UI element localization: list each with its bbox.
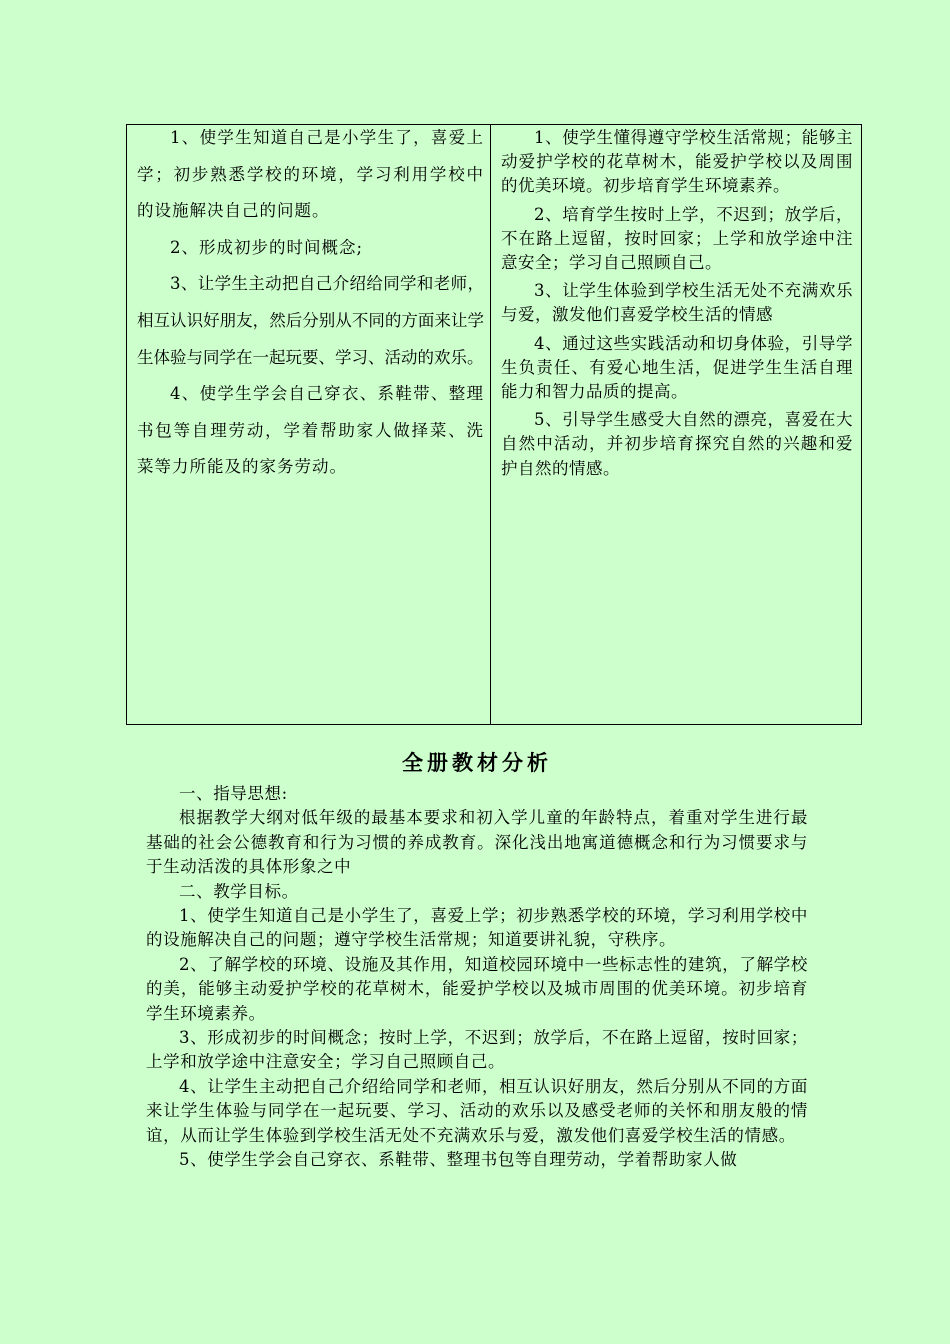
left-goal-3: 3、让学生主动把自己介绍给同学和老师，相互认识好朋友，然后分别从不同的方面来让学生体验与同学在一起玩要、学习、活动的欢乐。 xyxy=(137,274,484,367)
guiding-thought-paragraph: 根据教学大纲对低年级的最基本要求和初入学儿童的年龄特点，着重对学生进行最基础的社会公德教育和行为习惯的养成教育。深化浅出地寓道德概念和行为习惯要求与于生动活泼的具体形象之中 xyxy=(146,808,808,877)
table-left-column xyxy=(127,125,491,724)
left-goal-4: 4、使学生学会自己穿衣、系鞋带、整理书包等自理劳动，学着帮助家人做择菜、洗菜等力所能及的家务劳动。 xyxy=(137,384,484,477)
textbook-analysis-section xyxy=(146,748,808,1173)
right-goal-1: 1、使学生懂得遵守学校生活常规；能够主动爱护学校的花草树木，能爱护学校以及周围的优美环境。初步培育学生环境素养。 xyxy=(501,128,853,196)
teaching-goal-5: 5、使学生学会自己穿衣、系鞋带、整理书包等自理劳动，学着帮助家人做 xyxy=(179,1150,738,1170)
section-title: 全册教材分析 xyxy=(402,751,552,775)
goals-table xyxy=(126,124,862,725)
left-goal-2: 2、形成初步的时间概念; xyxy=(170,237,364,257)
heading-guiding-thought: 一、指导思想: xyxy=(179,784,288,803)
teaching-goal-4: 4、让学生主动把自己介绍给同学和老师，相互认识好朋友，然后分别从不同的方面来让学生体验与同学在一起玩要、学习、活动的欢乐以及感受老师的关怀和朋友般的情谊，从而让学生体验到学校生活无处不充满欢乐与爱，激发他们喜爱学校生活的情感。 xyxy=(146,1076,808,1145)
table-right-column xyxy=(491,125,861,724)
teaching-goal-2: 2、了解学校的环境、设施及其作用，知道校园环境中一些标志性的建筑，了解学校的美，能够主动爱护学校的花草树木，能爱护学校以及城市周围的优美环境。初步培育学生环境素养。 xyxy=(146,954,808,1023)
right-goal-4: 4、通过这些实践活动和切身体验，引导学生负责任、有爱心地生活，促进学生生活自理能力和智力品质的提高。 xyxy=(501,333,853,402)
right-goal-5: 5、引导学生感受大自然的漂亮，喜爱在大自然中活动，并初步培育探究自然的兴趣和爱护自然的情感。 xyxy=(501,410,853,478)
heading-teaching-goals: 二、教学目标。 xyxy=(179,881,299,901)
teaching-goal-3: 3、形成初步的时间概念；按时上学，不迟到；放学后，不在路上逗留，按时回家；上学和放学途中注意安全；学习自己照顾自己。 xyxy=(146,1028,808,1072)
right-goal-3: 3、让学生体验到学校生活无处不充满欢乐与爱，激发他们喜爱学校生活的情感 xyxy=(501,281,853,325)
right-goal-2: 2、培育学生按时上学，不迟到；放学后，不在路上逗留，按时回家；上学和放学途中注意安全；学习自己照顾自己。 xyxy=(501,204,853,273)
teaching-goal-1: 1、使学生知道自己是小学生了，喜爱上学；初步熟悉学校的环境，学习利用学校中的设施解决自己的问题；遵守学校生活常规；知道要讲礼貌，守秩序。 xyxy=(146,906,808,950)
left-goal-1: 1、使学生知道自己是小学生了，喜爱上学；初步熟悉学校的环境，学习利用学校中的设施解决自己的问题。 xyxy=(137,128,484,221)
